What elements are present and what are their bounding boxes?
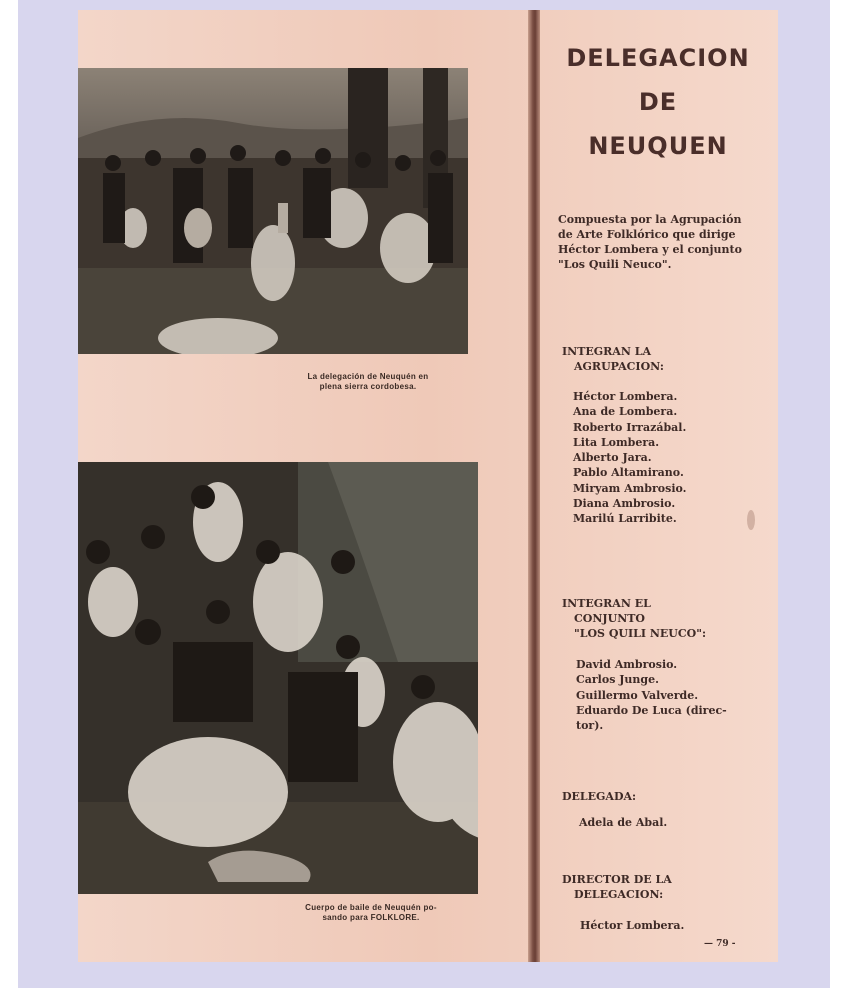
right-frame: [830, 0, 848, 988]
conjunto-heading-line-1: INTEGRAN EL: [562, 597, 651, 610]
list-item: Guillermo Valverde.: [576, 688, 699, 702]
title-line-1: DELEGACION: [566, 44, 750, 72]
list-item: Carlos Junge.: [576, 673, 659, 687]
list-item: Pablo Altamirano.: [573, 466, 684, 480]
title-line-2: DE: [638, 88, 678, 116]
list-item: Adela de Abal.: [579, 816, 668, 829]
intro-paragraph: Compuesta por la Agrupación de Arte Folklórico que dirige Héctor Lombera y el conjunto "Los Quili Neuco".: [558, 213, 742, 271]
list-item: Diana Ambrosio.: [573, 497, 676, 511]
conjunto-heading-line-3: "LOS QUILI NEUCO":: [574, 627, 707, 640]
agrupacion-heading: [562, 344, 664, 374]
list-item: Alberto Jara.: [573, 451, 652, 465]
caption-1-line-2: plena sierra cordobesa.: [319, 382, 417, 391]
list-item: David Ambrosio.: [576, 658, 678, 671]
caption-2-line-2: sando para FOLKLORE.: [322, 913, 420, 922]
list-item: Héctor Lombera.: [580, 919, 685, 932]
list-item: Héctor Lombera.: [573, 390, 678, 403]
agrupacion-heading-line-1: INTEGRAN LA: [562, 345, 651, 358]
delegada-heading-text: DELEGADA:: [562, 790, 637, 803]
list-item: Eduardo De Luca (direc-: [576, 703, 727, 717]
list-item: Miryam Ambrosio.: [573, 481, 687, 495]
list-item: Marilú Larribite.: [573, 512, 677, 526]
director-name: [580, 918, 684, 933]
delegada-heading: [562, 789, 636, 804]
caption-1-line-1: La delegación de Neuquén en: [307, 372, 429, 381]
photo-delegation-in-sierra: [78, 68, 468, 354]
conjunto-heading-line-2: CONJUNTO: [574, 612, 646, 625]
photo-dance-group: [78, 462, 478, 894]
list-item: Ana de Lombera.: [573, 405, 678, 419]
title-line-3: NEUQUEN: [588, 132, 728, 160]
list-item: tor).: [576, 719, 604, 733]
list-item: Roberto Irrazábal.: [573, 420, 687, 434]
conjunto-heading: [562, 596, 706, 641]
director-heading: [562, 872, 672, 902]
list-item: Lita Lombera.: [573, 435, 660, 449]
photo-caption-1: [268, 372, 468, 392]
page-fold: [528, 10, 540, 962]
caption-2-line-1: Cuerpo de baile de Neuquén po-: [305, 903, 437, 912]
director-heading-line-2: DELEGACION:: [574, 888, 664, 901]
delegada-name: [579, 815, 667, 830]
conjunto-member-list: [576, 657, 727, 733]
photo-caption-2: [266, 903, 476, 923]
article-title: [548, 36, 768, 168]
page-number: — 79 -: [704, 939, 736, 949]
agrupacion-heading-line-2: AGRUPACION:: [574, 360, 664, 373]
agrupacion-member-list: [573, 389, 686, 527]
page-stain: [747, 510, 755, 530]
left-frame: [0, 0, 18, 988]
director-heading-line-1: DIRECTOR DE LA: [562, 873, 672, 886]
